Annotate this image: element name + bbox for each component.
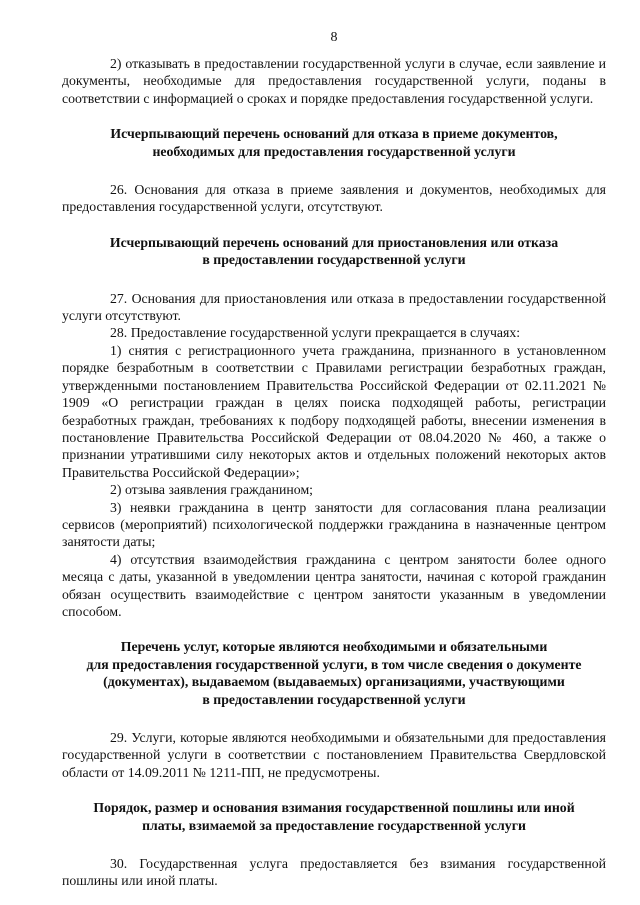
paragraph-refusal-item-2: 2) отказывать в предоставлении государственной услуги в случае, если заявление и документы, необходимые для предоставления государственной услуги, поданы в соответствии с информацией о сроках и порядке предоставления государственной услуги. — [62, 56, 606, 106]
paragraph-28-item-2: 2) отзыва заявления гражданином; — [110, 482, 314, 498]
paragraph-28-item-4: 4) отсутствия взаимодействия гражданина с центром занятости более одного месяца с даты, указанной в уведомлении центра занятости, начиная с которой гражданин обязан осуществить взаимодействие с центром занятости указанным в уведомлении способом. — [62, 551, 606, 619]
heading-line: Исчерпывающий перечень оснований для приостановления или отказа — [109, 234, 559, 250]
paragraph-27: 27. Основания для приостановления или отказа в предоставлении государственной услуги отсутствуют. — [62, 290, 606, 324]
heading-line: в предоставлении государственной услуги — [202, 691, 466, 707]
heading-line: в предоставлении государственной услуги — [202, 252, 466, 268]
heading-required-services — [62, 638, 606, 708]
heading-line: платы, взимаемой за предоставление государственной услуги — [142, 817, 526, 833]
heading-suspension-refusal — [62, 234, 606, 269]
heading-document-refusal — [62, 125, 606, 160]
paragraph-28-item-3: 3) неявки гражданина в центр занятости для согласования плана реализации сервисов (мероприятий) психологической поддержки гражданина в назначенные центром занятости даты; — [62, 499, 606, 550]
paragraph-28: 28. Предоставление государственной услуги прекращается в случаях: — [110, 325, 521, 341]
heading-line: Исчерпывающий перечень оснований для отказа в приеме документов, — [110, 126, 558, 142]
paragraph-29: 29. Услуги, которые являются необходимыми и обязательными для предоставления государственной услуги в соответствии с постановлением Правительства Свердловской области от 14.09.2011 № 1211-ПП, не предусмотрены. — [62, 730, 606, 780]
page-number: 8 — [330, 30, 338, 45]
paragraph-26: 26. Основания для отказа в приеме заявления и документов, необходимых для предоставления государственной услуги, отсутствуют. — [62, 182, 606, 215]
heading-line: Перечень услуг, которые являются необходимыми и обязательными — [120, 639, 548, 655]
heading-line: (документах), выдаваемом (выдаваемых) организациями, участвующими — [103, 674, 565, 690]
heading-line: Порядок, размер и основания взимания государственной пошлины или иной — [93, 800, 575, 816]
paragraph-30: 30. Государственная услуга предоставляется без взимания государственной пошлины или иной платы. — [62, 856, 606, 889]
paragraph-28-item-1: 1) снятия с регистрационного учета гражданина, признанного в установленном порядке безработным в соответствии с Правилами регистрации безработных граждан, утвержденными постановлением Правительства Российской Федерации от 02.11.2021 № 1909 «О регистрации граждан в целях поиска подходящей работы, регистрации безработных граждан, требованиях к подбору подходящей работы, внесении изменения в постановление Правительства Российской Федерации от 08.04.2020 № 460, а также о признании утратившими силу некоторых актов и отдельных положений некоторых актов Правительства Российской Федерации»; — [62, 342, 606, 480]
heading-state-fee — [62, 799, 606, 834]
heading-line: для предоставления государственной услуги, в том числе сведения о документе — [86, 656, 582, 672]
heading-line: необходимых для предоставления государственной услуги — [152, 143, 516, 159]
